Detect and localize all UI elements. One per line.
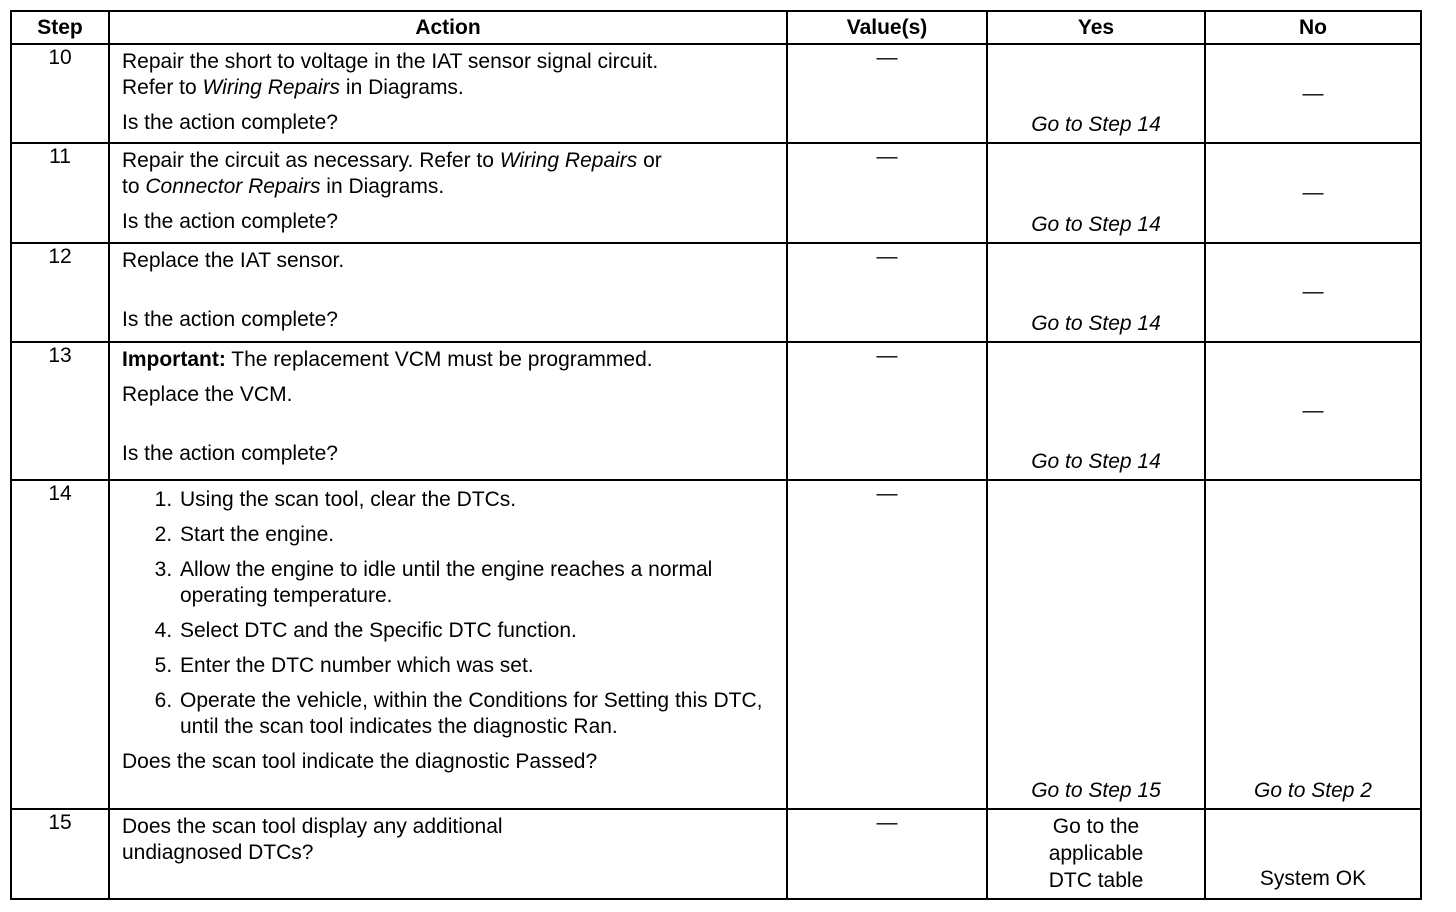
action-question: Is the action complete? [122, 111, 338, 134]
action-question: Is the action complete? [122, 210, 338, 234]
procedure-list [122, 487, 776, 740]
yes-cell [987, 243, 1205, 342]
action-cell [109, 342, 787, 479]
values-cell: — [787, 243, 987, 342]
values-cell: — [787, 143, 987, 242]
yes-outcome: Go to Step 14 [1031, 113, 1161, 137]
table-row-step-12 [11, 243, 1421, 342]
table-row-step-15 [11, 809, 1421, 899]
values-cell: — [787, 44, 987, 143]
no-outcome: — [1302, 398, 1324, 422]
yes-cell [987, 342, 1205, 479]
reference-wiring-repairs: Wiring Repairs [202, 76, 341, 99]
table-row-step-10 [11, 44, 1421, 143]
step-number: 15 [11, 809, 109, 899]
action-cell [109, 243, 787, 342]
values-cell: — [787, 342, 987, 479]
important-label: Important: [122, 348, 226, 372]
yes-outcome: Go to Step 14 [1031, 312, 1161, 336]
action-text: Replace the VCM. [122, 383, 293, 407]
no-cell [1205, 342, 1421, 479]
action-question: Does the scan tool display any additional [122, 814, 503, 838]
no-outcome: — [1302, 81, 1324, 105]
step-number: 10 [11, 44, 109, 143]
header-step: Step [11, 11, 109, 44]
yes-cell [987, 480, 1205, 809]
reference-wiring-repairs: Wiring Repairs [499, 149, 638, 173]
action-text: Refer to Wiring Repairs in Diagrams. [122, 76, 464, 99]
list-item: 2. Start the engine. [178, 522, 776, 548]
action-question: Is the action complete? [122, 442, 338, 466]
step-number: 14 [11, 480, 109, 809]
no-outcome: System OK [1259, 867, 1367, 890]
reference-connector-repairs: Connector Repairs [145, 175, 321, 199]
header-yes: Yes [987, 11, 1205, 44]
step-number: 13 [11, 342, 109, 479]
action-cell [109, 480, 787, 809]
header-action: Action [109, 11, 787, 44]
yes-outcome: Go to Step 14 [1031, 449, 1161, 473]
action-question: Does the scan tool indicate the diagnostic Passed? [122, 749, 598, 773]
action-cell [109, 143, 787, 242]
list-item: 6. Operate the vehicle, within the Conditions for Setting this DTC, until the scan tool indicates the diagnostic Ran. [178, 688, 776, 740]
header-no: No [1205, 11, 1421, 44]
no-outcome: — [1302, 280, 1324, 304]
step-number: 11 [11, 143, 109, 242]
yes-cell [987, 143, 1205, 242]
list-item: 1. Using the scan tool, clear the DTCs. [178, 487, 776, 513]
table-row-step-11 [11, 143, 1421, 242]
action-text: Repair the short to voltage in the IAT sensor signal circuit. [122, 50, 659, 73]
step-number: 12 [11, 243, 109, 342]
values-cell: — [787, 809, 987, 899]
no-cell [1205, 143, 1421, 242]
yes-outcome: Go to Step 15 [1031, 778, 1161, 802]
diagnostic-table [10, 10, 1422, 900]
action-cell [109, 44, 787, 143]
yes-cell [987, 44, 1205, 143]
table-row-step-13 [11, 342, 1421, 479]
no-cell [1205, 480, 1421, 809]
action-question: undiagnosed DTCs? [122, 840, 314, 864]
values-cell: — [787, 480, 987, 809]
list-item: 5. Enter the DTC number which was set. [178, 653, 776, 679]
yes-outcome: Go to the applicable DTC table [1048, 815, 1144, 892]
action-text: Replace the IAT sensor. [122, 248, 345, 272]
yes-outcome: Go to Step 14 [1031, 212, 1161, 236]
action-text: to Connector Repairs in Diagrams. [122, 175, 445, 199]
action-text: Repair the circuit as necessary. Refer to Wiring Repairs or [122, 149, 662, 173]
header-values: Value(s) [787, 11, 987, 44]
list-item: 4. Select DTC and the Specific DTC function. [178, 618, 776, 644]
no-outcome: Go to Step 2 [1254, 778, 1372, 802]
list-item: 3. Allow the engine to idle until the engine reaches a normal operating temperature. [178, 557, 776, 609]
table-row-step-14 [11, 480, 1421, 809]
no-cell [1205, 809, 1421, 899]
header-row [11, 11, 1421, 44]
important-note: Important: The replacement VCM must be programmed. [122, 348, 653, 372]
no-cell [1205, 243, 1421, 342]
no-cell [1205, 44, 1421, 143]
no-outcome: — [1302, 181, 1324, 205]
yes-cell [987, 809, 1205, 899]
action-question: Is the action complete? [122, 307, 338, 331]
action-cell [109, 809, 787, 899]
